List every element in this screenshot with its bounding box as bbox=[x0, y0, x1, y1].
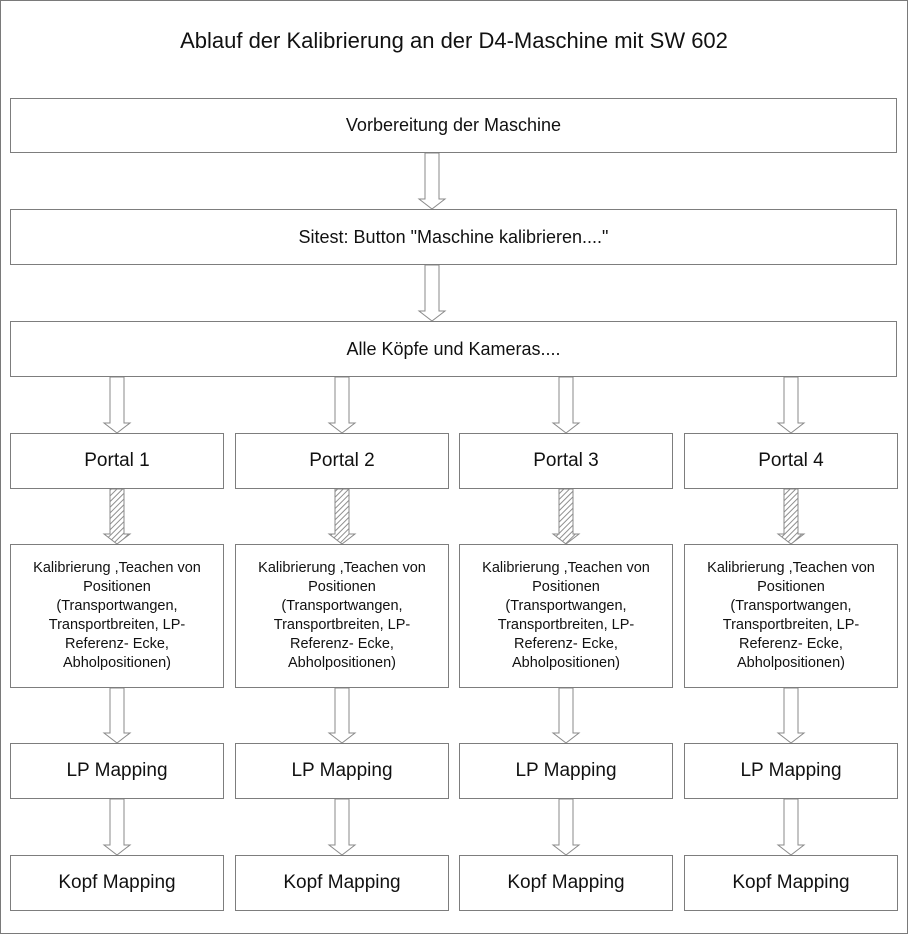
diagram-title: Ablauf der Kalibrierung an der D4-Maschine mit SW 602 bbox=[180, 28, 728, 53]
kalibrierung-line: (Transportwangen, bbox=[281, 598, 403, 614]
kopf-mapping-box bbox=[459, 855, 673, 911]
arrow-down-icon bbox=[329, 377, 355, 433]
kalibrierung-line: Referenz- Ecke, bbox=[739, 636, 843, 652]
hatched-arrow-down-icon bbox=[104, 489, 130, 544]
kalibrierung-box bbox=[459, 544, 673, 688]
kalibrierung-line: Referenz- Ecke, bbox=[290, 636, 394, 652]
kalibrierung-line: Positionen bbox=[757, 579, 825, 595]
kalibrierung-line: Positionen bbox=[83, 579, 151, 595]
kalibrierung-line: Kalibrierung ,Teachen von bbox=[258, 560, 426, 576]
kopf-mapping-label: Kopf Mapping bbox=[732, 872, 850, 893]
kalibrierung-line: (Transportwangen, bbox=[56, 598, 178, 614]
kalibrierung-box bbox=[235, 544, 449, 688]
step-sitest-label: Sitest: Button "Maschine kalibrieren...." bbox=[298, 226, 609, 247]
step-sitest bbox=[10, 209, 897, 265]
lp-mapping-label: LP Mapping bbox=[66, 760, 168, 781]
kalibrierung-line: Transportbreiten, LP- bbox=[497, 617, 635, 633]
lp-mapping-label: LP Mapping bbox=[515, 760, 617, 781]
kalibrierung-line: Referenz- Ecke, bbox=[514, 636, 618, 652]
arrow-down-icon bbox=[553, 799, 579, 855]
kopf-mapping-box bbox=[684, 855, 898, 911]
arrow-down-icon bbox=[553, 377, 579, 433]
arrow-down-icon bbox=[778, 377, 804, 433]
kalibrierung-line: Positionen bbox=[308, 579, 376, 595]
lp-mapping-label: LP Mapping bbox=[740, 760, 842, 781]
portal-label: Portal 4 bbox=[758, 450, 824, 471]
portal-label: Portal 3 bbox=[533, 450, 599, 471]
step-vorbereitung-label: Vorbereitung der Maschine bbox=[345, 115, 562, 135]
portal-box bbox=[684, 433, 898, 489]
arrow-down-icon bbox=[329, 799, 355, 855]
arrow-down-icon bbox=[778, 688, 804, 743]
kopf-mapping-label: Kopf Mapping bbox=[507, 872, 625, 893]
kalibrierung-line: Abholpositionen) bbox=[511, 655, 620, 671]
kopf-mapping-box bbox=[10, 855, 224, 911]
step-koepfe-kameras bbox=[10, 321, 897, 377]
kalibrierung-line: Kalibrierung ,Teachen von bbox=[33, 560, 201, 576]
portal-box bbox=[459, 433, 673, 489]
kalibrierung-line: Positionen bbox=[532, 579, 600, 595]
arrow-down-icon bbox=[419, 265, 445, 321]
arrow-down-icon bbox=[329, 688, 355, 743]
arrow-down-icon bbox=[778, 799, 804, 855]
portal-label: Portal 1 bbox=[84, 450, 150, 471]
kalibrierung-line: Abholpositionen) bbox=[287, 655, 396, 671]
kalibrierung-box bbox=[684, 544, 898, 688]
kalibrierung-line: Kalibrierung ,Teachen von bbox=[482, 560, 650, 576]
portal-box bbox=[10, 433, 224, 489]
kopf-mapping-box bbox=[235, 855, 449, 911]
lp-mapping-label: LP Mapping bbox=[291, 760, 393, 781]
kalibrierung-line: Transportbreiten, LP- bbox=[48, 617, 186, 633]
lp-mapping-box bbox=[235, 743, 449, 799]
kalibrierung-line: (Transportwangen, bbox=[730, 598, 852, 614]
kalibrierung-line: Abholpositionen) bbox=[736, 655, 845, 671]
kalibrierung-box bbox=[10, 544, 224, 688]
lp-mapping-box bbox=[684, 743, 898, 799]
hatched-arrow-down-icon bbox=[553, 489, 579, 544]
lp-mapping-box bbox=[459, 743, 673, 799]
kalibrierung-line: Transportbreiten, LP- bbox=[722, 617, 860, 633]
kopf-mapping-label: Kopf Mapping bbox=[283, 872, 401, 893]
kalibrierung-line: Abholpositionen) bbox=[62, 655, 171, 671]
portal-box bbox=[235, 433, 449, 489]
kalibrierung-line: Transportbreiten, LP- bbox=[273, 617, 411, 633]
kalibrierung-line: Referenz- Ecke, bbox=[65, 636, 169, 652]
portal-label: Portal 2 bbox=[309, 450, 375, 471]
hatched-arrow-down-icon bbox=[778, 489, 804, 544]
arrow-down-icon bbox=[104, 799, 130, 855]
kopf-mapping-label: Kopf Mapping bbox=[58, 872, 176, 893]
arrow-down-icon bbox=[553, 688, 579, 743]
arrow-down-icon bbox=[104, 688, 130, 743]
step-vorbereitung bbox=[10, 98, 897, 153]
kalibrierung-line: Kalibrierung ,Teachen von bbox=[707, 560, 875, 576]
arrow-down-icon bbox=[419, 153, 445, 209]
arrow-down-icon bbox=[104, 377, 130, 433]
lp-mapping-box bbox=[10, 743, 224, 799]
kalibrierung-line: (Transportwangen, bbox=[505, 598, 627, 614]
hatched-arrow-down-icon bbox=[329, 489, 355, 544]
step-koepfe-kameras-label: Alle Köpfe und Kameras.... bbox=[346, 338, 561, 359]
